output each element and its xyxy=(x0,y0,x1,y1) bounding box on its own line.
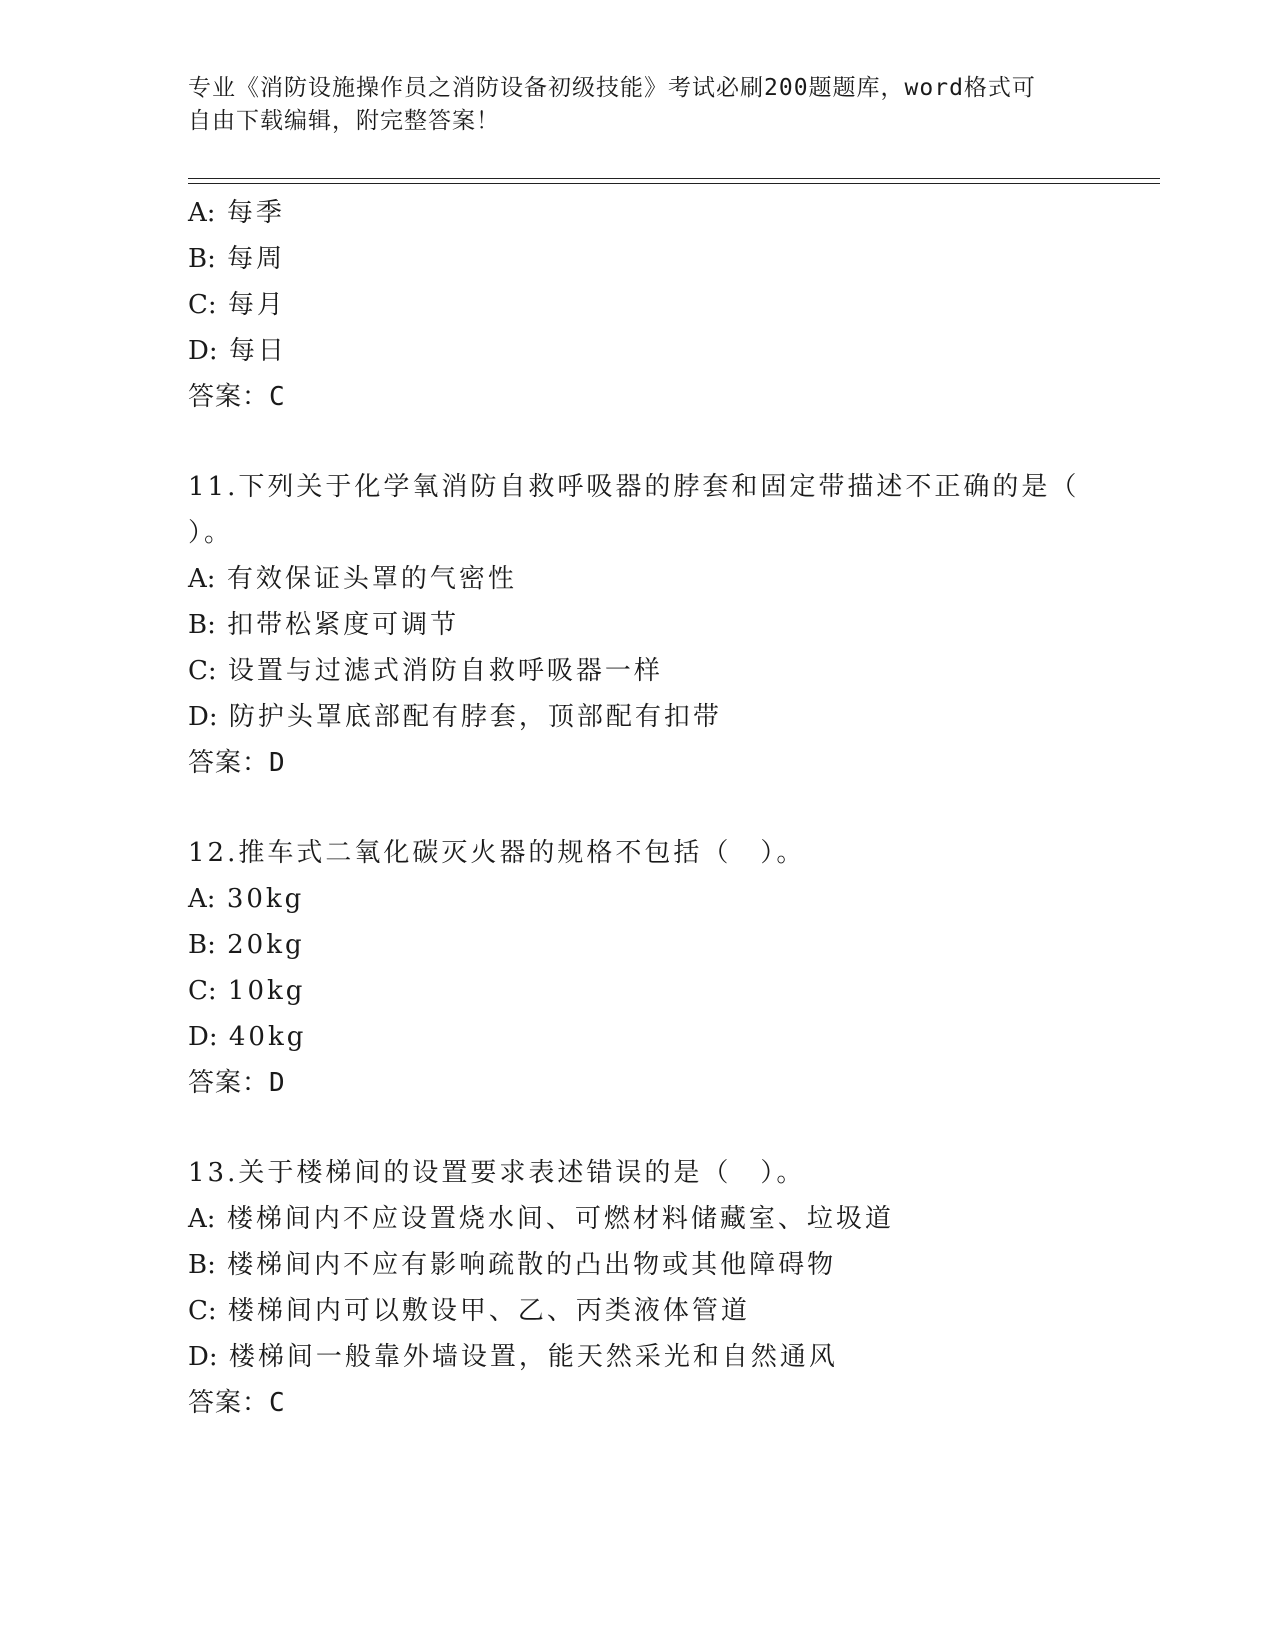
option-c: C: 楼梯间内可以敷设甲、乙、丙类液体管道 xyxy=(188,1296,750,1326)
option-b: B: 扣带松紧度可调节 xyxy=(188,610,460,640)
answer-line: 答案：D xyxy=(188,1068,286,1098)
document-header xyxy=(188,72,1078,138)
option-c: C: 设置与过滤式消防自救呼吸器一样 xyxy=(188,656,663,686)
answer-line: 答案：D xyxy=(188,748,286,778)
option-c: C: 10kg xyxy=(188,976,306,1006)
option-d: D: 楼梯间一般靠外墙设置，能天然采光和自然通风 xyxy=(188,1342,838,1372)
header-divider-top xyxy=(188,178,1160,179)
header-divider-bottom xyxy=(188,183,1160,184)
option-a: A: 30kg xyxy=(188,884,305,914)
option-a: A: 楼梯间内不应设置烧水间、可燃材料储藏室、垃圾道 xyxy=(188,1204,894,1234)
option-b: B: 楼梯间内不应有影响疏散的凸出物或其他障碍物 xyxy=(188,1250,837,1280)
header-line-2: 自由下载编辑，附完整答案！ xyxy=(188,108,500,134)
option-d: D: 40kg xyxy=(188,1022,307,1052)
header-line-1: 专业《消防设施操作员之消防设备初级技能》考试必刷200题题库，word格式可 xyxy=(188,75,1036,101)
option-c: C: 每月 xyxy=(188,290,286,320)
option-a: A: 有效保证头罩的气密性 xyxy=(188,564,517,594)
question-12-block xyxy=(188,830,1168,1106)
question-13-text: 13.关于楼梯间的设置要求表述错误的是（ ）。 xyxy=(188,1158,806,1188)
option-d: D: 每日 xyxy=(188,336,287,366)
question-11-block xyxy=(188,464,1168,786)
question-12-text: 12.推车式二氧化碳灭火器的规格不包括（ ）。 xyxy=(188,838,806,868)
question-list xyxy=(188,190,1168,1426)
option-b: B: 20kg xyxy=(188,930,305,960)
question-10-block xyxy=(188,190,1168,420)
answer-line: 答案：C xyxy=(188,1388,286,1418)
question-13-block xyxy=(188,1150,1168,1426)
option-b: B: 每周 xyxy=(188,244,286,274)
option-a: A: 每季 xyxy=(188,198,285,228)
answer-line: 答案：C xyxy=(188,382,286,412)
question-11-text: 11.下列关于化学氧消防自救呼吸器的脖套和固定带描述不正确的是（ ）。 xyxy=(188,472,1080,548)
option-d: D: 防护头罩底部配有脖套，顶部配有扣带 xyxy=(188,702,722,732)
